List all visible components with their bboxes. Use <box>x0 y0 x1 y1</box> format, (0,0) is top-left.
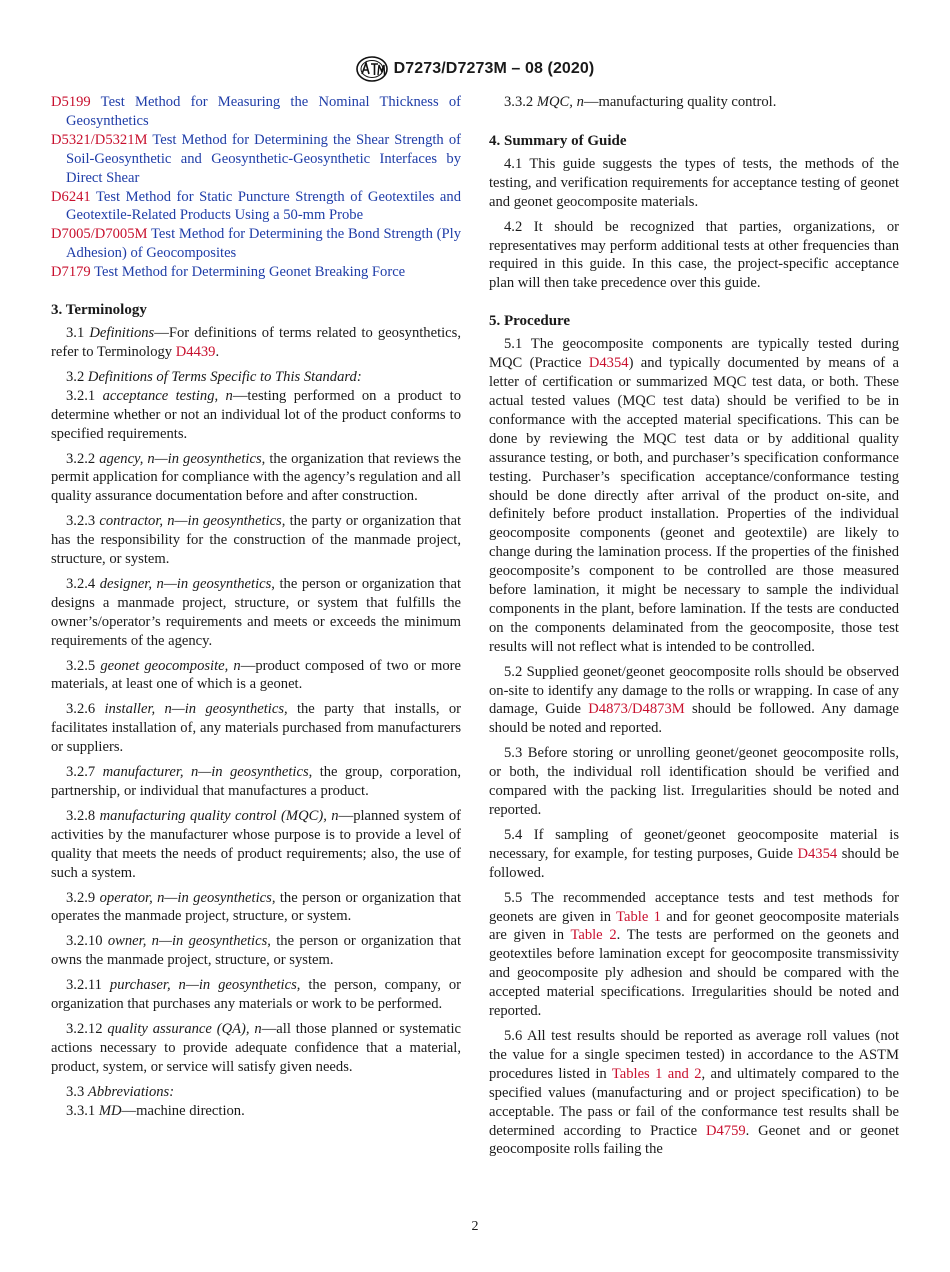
section-number: 3.2 <box>66 368 85 385</box>
term: MD <box>98 1102 122 1119</box>
body-text: . Geonet and or geonet geocomposite rolls failing the <box>489 1122 899 1158</box>
section-number: 3.2.5 <box>66 657 96 674</box>
term: designer, n—in geosynthetics <box>99 575 272 592</box>
definition-3-2-7 <box>51 763 461 801</box>
section-number: 3.2.1 <box>66 387 96 404</box>
term: quality assurance (QA), n <box>107 1020 262 1037</box>
definition-3-2-9 <box>51 889 461 927</box>
ref-code-link[interactable]: D7005/D7005M <box>51 226 148 243</box>
reference-d6241 <box>51 188 461 226</box>
term: manufacturer, n—in geosynthetics <box>102 764 309 781</box>
paragraph-5-4 <box>489 826 899 883</box>
definition-text: —manufacturing quality control. <box>583 94 777 110</box>
ref-code-link[interactable]: D7179 <box>51 264 91 281</box>
section-number: 3.2.7 <box>66 764 96 781</box>
term: owner, n—in geosynthetics <box>107 933 268 950</box>
ref-code-link[interactable]: D5321/D5321M <box>51 131 148 148</box>
ref-code-link[interactable]: D6241 <box>51 188 91 205</box>
ref-link-d4759[interactable]: D4759 <box>705 1122 746 1139</box>
standard-designation: D7273/D7273M – 08 (2020) <box>393 60 595 77</box>
body-text: 5.5 The recommended acceptance tests and test methods for geonets are given in <box>489 889 899 925</box>
definition-text: , the person, company, or organization that purchases any materials or work to be performed. <box>51 977 461 1013</box>
definition-3-2-10 <box>51 932 461 970</box>
definition-3-2-5 <box>51 657 461 695</box>
definition-3-2-12 <box>51 1020 461 1077</box>
term: MQC, n <box>536 94 584 110</box>
term: manufacturing quality control (MQC), n <box>99 807 339 824</box>
section-heading-summary: 4. Summary of Guide <box>489 132 627 149</box>
term: installer, n—in geosynthetics <box>104 701 284 718</box>
reference-d7005 <box>51 225 461 263</box>
definition-text: —product composed of two or more materials, at least one of which is a geonet. <box>51 657 462 693</box>
right-column <box>489 93 899 1159</box>
body-text: , and ultimately compared to the specified values (manufacturing and or project specification) to be acceptable. The pass or fail of the conformance test results shall be determined according to Practice <box>489 1065 899 1139</box>
definition-text: —all those planned or systematic actions necessary to provide adequate confidence that a material, product, system, or service will satisfy given needs. <box>51 1020 461 1075</box>
paragraph-3-3 <box>51 1083 461 1102</box>
definition-3-3-1 <box>51 1102 461 1121</box>
body-text: . The tests are performed on the geonets and geotextiles before lamination except for geocomposite transmissivity and geocomposite ply adhesion and should be compared with the accepted material specifications. Irregularities should be noted and reported. <box>489 927 900 1020</box>
term: purchaser, n—in geosynthetics <box>109 977 297 994</box>
section-heading-procedure: 5. Procedure <box>489 313 571 330</box>
term: Definitions <box>89 325 155 342</box>
section-number: 3.2.8 <box>66 807 96 824</box>
body-text: 5.6 All test results should be reported as average roll values (not the value for a single specimen tested) in accordance to the ASTM procedures listed in <box>489 1027 899 1082</box>
paragraph-3-1 <box>51 324 461 362</box>
section-number: 3.3 <box>66 1083 85 1100</box>
definition-text: , the person or organization that designs a manmade project, structure, or system that fulfills the owner’s/operator’s requirements and meets or exceeds the minimum requirements of the agency. <box>51 575 461 649</box>
definition-text: . <box>215 343 220 360</box>
section-number: 3.3.2 <box>504 94 534 110</box>
definition-text: , the person or organization that operates the manmade project, structure, or system. <box>51 889 462 925</box>
definition-text: , the group, corporation, partnership, or individual that manufactures a product. <box>51 764 461 799</box>
body-text: should be followed. Any damage should be noted and reported. <box>489 701 899 737</box>
paragraph-5-2 <box>489 663 899 739</box>
definition-3-2-8 <box>51 807 461 883</box>
page-header <box>0 56 950 82</box>
definition-text: , the organization that reviews the permit application for compliance with the agency’s regulation and all quality assurance documentation before and after construction. <box>51 450 461 505</box>
ref-title-link[interactable]: Test Method for Static Puncture Strength of Geotextiles and Geotextile-Related Products Using a 50-mm Probe <box>66 188 461 224</box>
body-text: 5.2 Supplied geonet/geonet geocomposite rolls should be observed on-site to identify any damage to the rolls or wrapping. In case of any damage, Guide <box>489 663 899 718</box>
reference-d5321 <box>51 131 461 188</box>
body-text: ) and typically documented by means of a letter of certification or summarized MQC test data, or both. These actual tested values (MQC test data) should be verified to be in conformance with the accepted material specifications. This can be done by reviewing the MQC test data or by additional quality assurance testing, or both, and purchaser’s specification conformance testing. Purchaser’s specification acceptance/conformance testing should be done directly after arrival of the product on-site, and definitely before product installation. Properties of the individual geocomposite components (geonet and geotextile) are likely to change during the lamination process. If the properties of the finished geocomposite’s component to be controlled are those measured before lamination, it might be necessary to sample the individual components in the plant, before lamination. If the tests are conducted on the components delaminated from the geocomposite, those test results will not reflect what is intended to be controlled. <box>489 355 899 655</box>
ref-link-d4439[interactable]: D4439 <box>175 343 216 360</box>
term: contractor, n—in geosynthetics <box>99 513 282 530</box>
term: geonet geocomposite, n <box>100 657 241 674</box>
left-column <box>51 93 461 1121</box>
page-number: 2 <box>471 1219 479 1234</box>
ref-link-d4873[interactable]: D4873/D4873M <box>588 701 685 718</box>
definition-3-3-2 <box>489 93 899 112</box>
paragraph-5-3: 5.3 Before storing or unrolling geonet/geonet geocomposite rolls, or both, the individual roll identification should be verified and compared with the packing list. Irregularities should be noted and reported. <box>489 745 899 818</box>
table-2-link[interactable]: Table 2 <box>570 927 617 944</box>
section-number: 3.2.11 <box>66 977 102 994</box>
definition-3-2-11 <box>51 976 461 1014</box>
ref-link-d4354[interactable]: D4354 <box>588 355 629 372</box>
definition-text: , the party or organization that has the responsibility for the construction of the manmade project, structure, or system. <box>51 513 461 568</box>
section-number: 3.2.3 <box>66 513 96 530</box>
paragraph-4-1: 4.1 This guide suggests the types of tests, the methods of the testing, and verification requirements for acceptance testing of geonet and geonet geocomposite materials. <box>489 155 899 210</box>
paragraph-5-1 <box>489 335 899 656</box>
paragraph-5-5 <box>489 889 899 1021</box>
term: acceptance testing, n <box>102 387 233 404</box>
paragraph-4-2: 4.2 It should be recognized that parties, organizations, or representatives may perform additional tests at other frequencies than required in this guide. In this case, the project-specific acceptance plan will then take precedence over this guide. <box>489 218 899 292</box>
body-text: and for geonet geocomposite materials are given in <box>489 908 899 944</box>
term: Definitions of Terms Specific to This Standard: <box>87 368 362 385</box>
section-number: 3.2.12 <box>66 1020 103 1037</box>
section-number: 3.3.1 <box>66 1102 96 1119</box>
definition-text: —testing performed on a product to determine whether or not an individual lot of the product conforms to specified requirements. <box>51 387 461 442</box>
ref-title-link[interactable]: Test Method for Determining the Shear Strength of Soil-Geosynthetic and Geosynthetic-Geosynthetic Interfaces by Direct Shear <box>66 131 461 186</box>
reference-d7179 <box>51 263 461 282</box>
term: agency, n—in geosynthetics <box>99 450 262 467</box>
term: Abbreviations: <box>87 1083 175 1100</box>
section-number: 3.2.6 <box>66 701 96 718</box>
definition-text: —machine direction. <box>121 1102 245 1119</box>
definition-3-2-1 <box>51 387 461 444</box>
body-text: 5.4 If sampling of geonet/geonet geocomposite material is necessary, for example, for testing purposes, Guide <box>489 826 899 862</box>
definition-3-2-3 <box>51 512 461 569</box>
ref-link-d4354[interactable]: D4354 <box>797 845 838 862</box>
term: operator, n—in geosynthetics <box>99 889 272 906</box>
section-heading-terminology: 3. Terminology <box>51 302 147 319</box>
section-number: 3.2.4 <box>66 575 96 592</box>
ref-title-link[interactable]: Test Method for Determining the Bond Strength (Ply Adhesion) of Geocomposites <box>66 226 462 262</box>
section-number: 3.2.9 <box>66 889 96 906</box>
definition-text: —For definitions of terms related to geosynthetics, refer to Terminology <box>51 325 461 360</box>
ref-title-link[interactable]: Test Method for Measuring the Nominal Thickness of Geosynthetics <box>66 94 461 129</box>
definition-text: —planned system of activities by the manufacturer whose purpose is to provide a level of quality that meets the needs of product requirements; also, the use of such a system. <box>51 807 461 881</box>
paragraph-3-2 <box>51 368 461 387</box>
section-number: 3.2.2 <box>66 450 96 467</box>
paragraph-5-6 <box>489 1027 899 1159</box>
definition-text: , the party that installs, or facilitates installation of, any materials purchased from manufacturers or suppliers. <box>51 701 461 756</box>
definition-3-2-6 <box>51 700 461 757</box>
reference-d5199 <box>51 93 461 131</box>
ref-title-link[interactable]: Test Method for Determining Geonet Breaking Force <box>94 264 406 281</box>
section-number: 3.1 <box>66 325 85 342</box>
definition-text: , the person or organization that owns the manmade project, structure, or system. <box>51 933 462 969</box>
definition-3-2-2 <box>51 450 461 507</box>
section-number: 3.2.10 <box>66 933 103 950</box>
tables-1-2-link[interactable]: Tables 1 and 2 <box>611 1065 702 1082</box>
definition-3-2-4 <box>51 575 461 651</box>
ref-code-link[interactable]: D5199 <box>51 94 91 110</box>
table-1-link[interactable]: Table 1 <box>616 908 661 925</box>
astm-logo-icon <box>356 56 388 82</box>
body-text: should be followed. <box>489 845 899 881</box>
body-text: 5.1 The geocomposite components are typically tested during MQC (Practice <box>489 336 899 372</box>
